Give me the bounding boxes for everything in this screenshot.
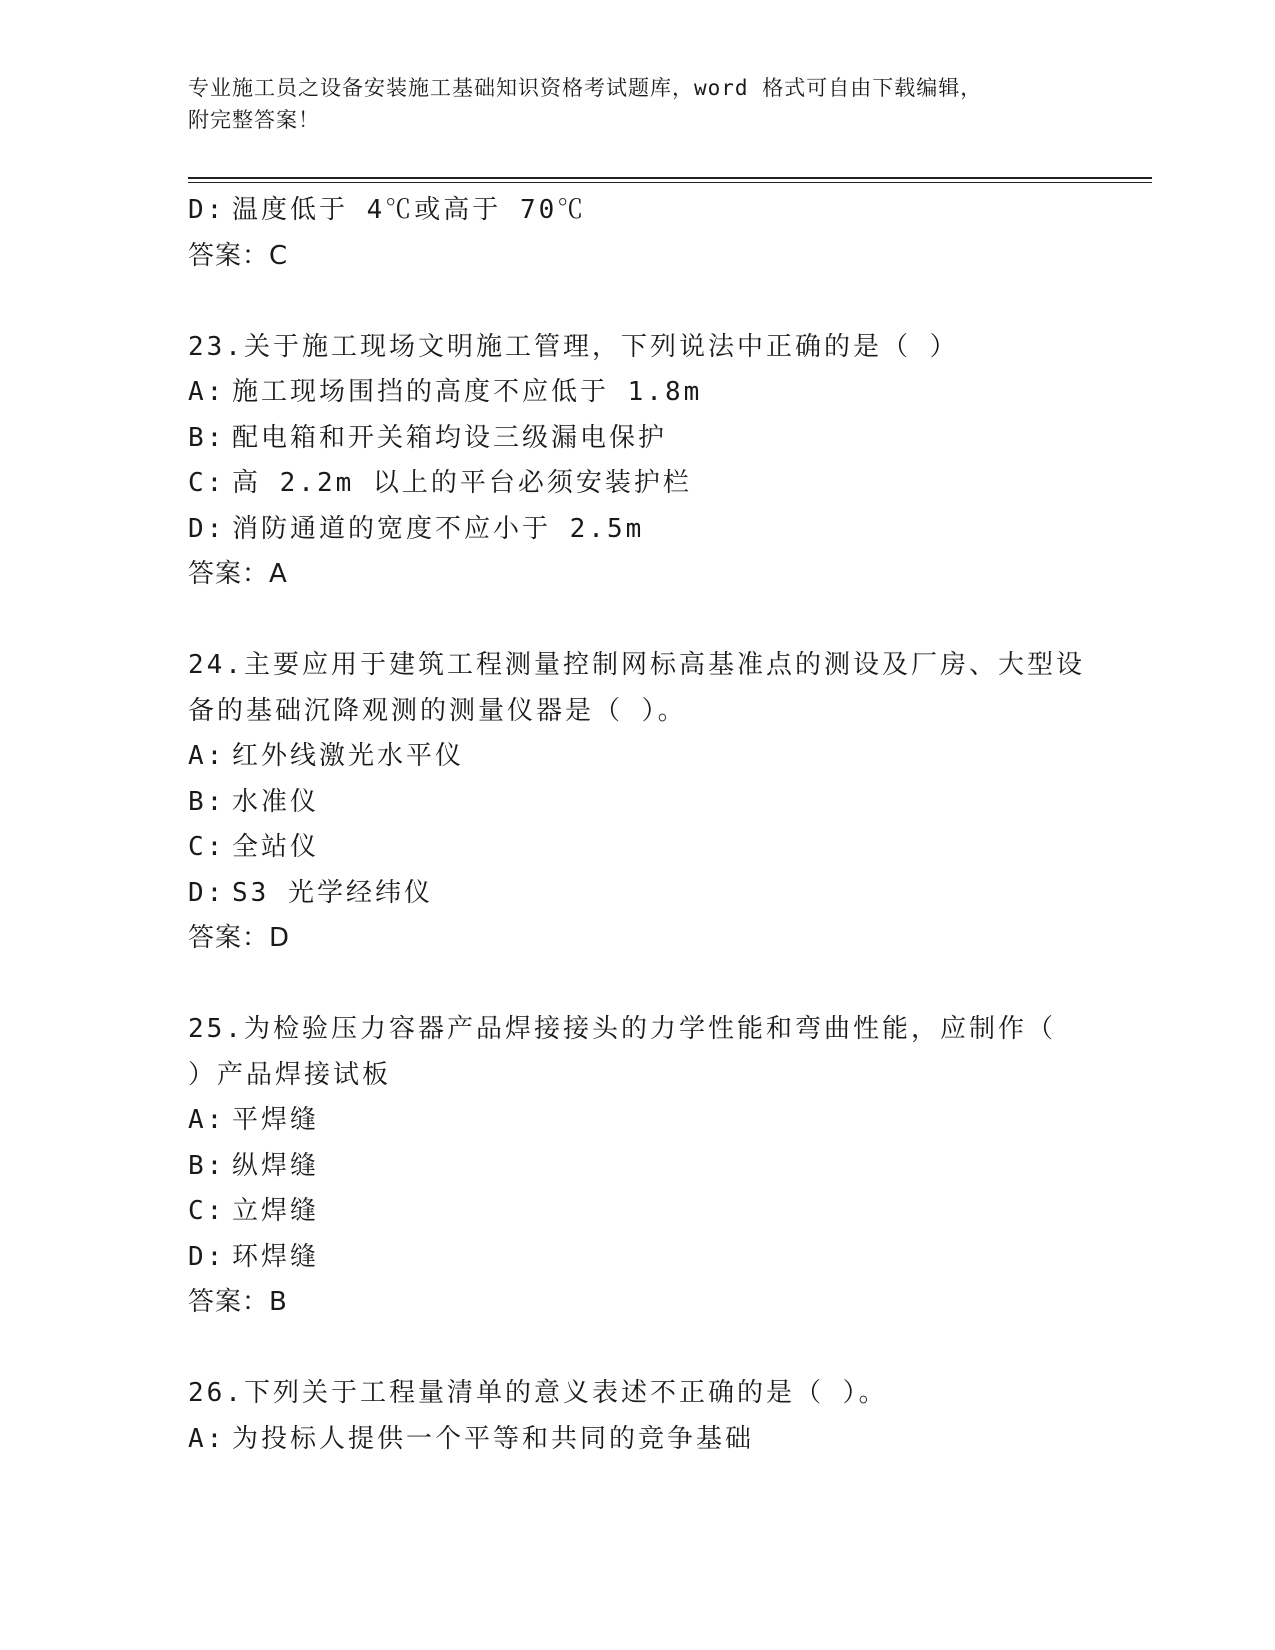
option-a	[188, 370, 1088, 416]
option-b	[188, 1144, 1088, 1190]
option-label: D:	[188, 195, 226, 225]
header-divider-thin	[188, 182, 1152, 183]
option-label: C:	[188, 1196, 226, 1226]
option-label: D:	[188, 1241, 226, 1272]
option-text: 全站仪	[232, 832, 320, 862]
option-label: C:	[188, 832, 226, 862]
answer: 答案：D	[188, 923, 291, 953]
option-label: A:	[188, 741, 226, 771]
question-stem: 25.为检验压力容器产品焊接接头的力学性能和弯曲性能，应制作（	[188, 1014, 1056, 1044]
option-a	[188, 1098, 1088, 1144]
option-label: D:	[188, 513, 226, 544]
option-text: 立焊缝	[232, 1196, 320, 1226]
answer: 答案：B	[188, 1287, 288, 1317]
option-label: B:	[188, 786, 226, 817]
header-line-1: 专业施工员之设备安装施工基础知识资格考试题库，word 格式可自由下载编辑，	[188, 76, 983, 100]
option-text: 为投标人提供一个平等和共同的竞争基础	[232, 1423, 755, 1454]
option-a	[188, 734, 1088, 780]
question-stem-continued: 备的基础沉降观测的测量仪器是（ ）。	[188, 695, 687, 726]
question-stem-continued: ）产品焊接试板	[188, 1059, 392, 1090]
option-label: D:	[188, 877, 226, 908]
option-text: 水准仪	[232, 786, 320, 817]
option-text: S3 光学经纬仪	[232, 877, 433, 908]
option-text: 纵焊缝	[232, 1150, 320, 1181]
option-c	[188, 825, 1088, 871]
question-list	[188, 188, 1088, 1462]
answer: 答案：C	[188, 240, 289, 271]
option-text: 消防通道的宽度不应小于 2.5m	[232, 513, 645, 544]
option-label: B:	[188, 422, 226, 453]
option-d	[188, 188, 1088, 234]
document-header	[188, 72, 1088, 136]
option-a	[188, 1417, 1088, 1463]
option-text: 环焊缝	[232, 1241, 320, 1272]
option-d	[188, 1235, 1088, 1281]
option-text: 配电箱和开关箱均设三级漏电保护	[232, 422, 668, 453]
question-stem: 26.下列关于工程量清单的意义表述不正确的是（ ）。	[188, 1378, 888, 1408]
option-text: 温度低于 4℃或高于 70℃	[232, 195, 587, 225]
header-line-2: 附完整答案！	[188, 108, 320, 132]
option-c	[188, 1189, 1088, 1235]
option-d	[188, 507, 1088, 553]
answer: 答案：A	[188, 559, 288, 589]
option-d	[188, 871, 1088, 917]
option-label: C:	[188, 468, 226, 498]
header-divider-thick	[188, 177, 1152, 179]
option-text: 施工现场围挡的高度不应低于 1.8m	[232, 377, 703, 407]
option-text: 平焊缝	[232, 1105, 320, 1135]
option-label: A:	[188, 377, 226, 407]
option-label: A:	[188, 1423, 226, 1454]
option-b	[188, 780, 1088, 826]
question-stem: 24.主要应用于建筑工程测量控制网标高基准点的测设及厂房、大型设	[188, 650, 1085, 680]
option-text: 红外线激光水平仪	[232, 741, 465, 771]
question-stem: 23.关于施工现场文明施工管理，下列说法中正确的是（ ）	[188, 331, 959, 362]
option-label: A:	[188, 1105, 226, 1135]
option-label: B:	[188, 1150, 226, 1181]
option-c	[188, 461, 1088, 507]
option-b	[188, 416, 1088, 462]
option-text: 高 2.2m 以上的平台必须安装护栏	[232, 468, 692, 498]
